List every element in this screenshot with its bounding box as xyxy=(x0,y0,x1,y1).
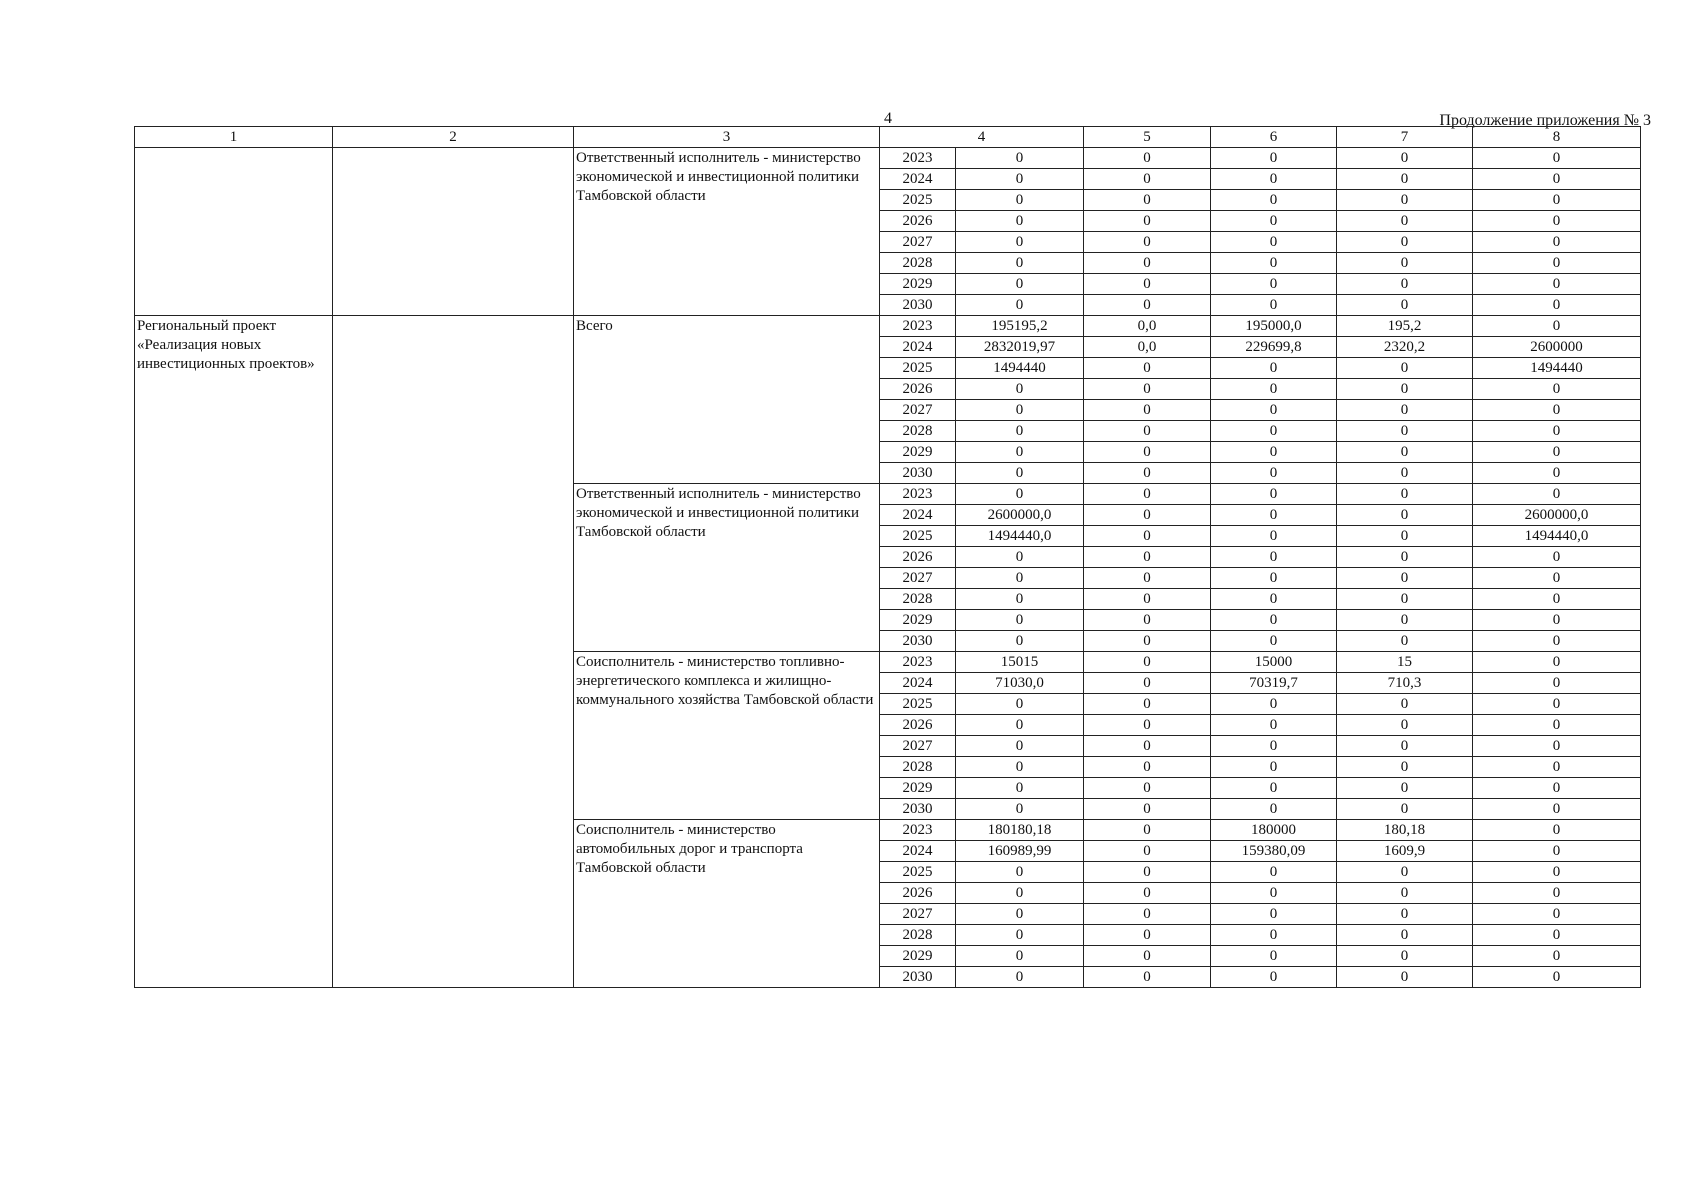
col4-cell: 195195,2 xyxy=(956,316,1084,337)
year-cell: 2027 xyxy=(880,736,956,757)
col5-cell: 0 xyxy=(1084,715,1211,736)
col5-cell: 0 xyxy=(1084,463,1211,484)
col6-cell: 0 xyxy=(1211,736,1337,757)
col7-cell: 0 xyxy=(1337,883,1473,904)
col6-cell: 0 xyxy=(1211,400,1337,421)
col4-cell: 0 xyxy=(956,757,1084,778)
year-cell: 2025 xyxy=(880,190,956,211)
year-cell: 2029 xyxy=(880,778,956,799)
year-cell: 2029 xyxy=(880,610,956,631)
col4-cell: 0 xyxy=(956,736,1084,757)
col5-cell: 0 xyxy=(1084,883,1211,904)
col7-cell: 0 xyxy=(1337,169,1473,190)
col6-cell: 0 xyxy=(1211,799,1337,820)
col5-cell: 0 xyxy=(1084,421,1211,442)
col5-cell: 0 xyxy=(1084,442,1211,463)
col7-cell: 0 xyxy=(1337,211,1473,232)
header-cell-8: 8 xyxy=(1473,127,1641,148)
col8-cell: 0 xyxy=(1473,589,1641,610)
col7-cell: 0 xyxy=(1337,190,1473,211)
col7-cell: 0 xyxy=(1337,505,1473,526)
col7-cell: 0 xyxy=(1337,568,1473,589)
year-cell: 2028 xyxy=(880,925,956,946)
col6-cell: 0 xyxy=(1211,526,1337,547)
col7-cell: 0 xyxy=(1337,610,1473,631)
year-cell: 2023 xyxy=(880,652,956,673)
col7-cell: 0 xyxy=(1337,946,1473,967)
col4-cell: 71030,0 xyxy=(956,673,1084,694)
col8-cell: 2600000 xyxy=(1473,337,1641,358)
col8-cell: 0 xyxy=(1473,190,1641,211)
col6-cell: 195000,0 xyxy=(1211,316,1337,337)
col4-cell: 0 xyxy=(956,946,1084,967)
col7-cell: 0 xyxy=(1337,589,1473,610)
col7-cell: 0 xyxy=(1337,379,1473,400)
col6-cell: 0 xyxy=(1211,967,1337,988)
year-cell: 2025 xyxy=(880,526,956,547)
table-row xyxy=(135,316,1641,337)
col6-cell: 0 xyxy=(1211,694,1337,715)
col4-cell: 0 xyxy=(956,904,1084,925)
empty-col2-cell xyxy=(333,148,574,316)
col8-cell: 0 xyxy=(1473,463,1641,484)
continuation-label: Продолжение приложения № 3 xyxy=(1439,112,1651,129)
col8-cell: 0 xyxy=(1473,484,1641,505)
col5-cell: 0 xyxy=(1084,379,1211,400)
col8-cell: 0 xyxy=(1473,253,1641,274)
col5-cell: 0 xyxy=(1084,169,1211,190)
col6-cell: 0 xyxy=(1211,148,1337,169)
col8-cell: 0 xyxy=(1473,673,1641,694)
col8-cell: 0 xyxy=(1473,610,1641,631)
col6-cell: 0 xyxy=(1211,862,1337,883)
col8-cell: 0 xyxy=(1473,862,1641,883)
col7-cell: 0 xyxy=(1337,925,1473,946)
col7-cell: 0 xyxy=(1337,757,1473,778)
col8-cell: 1494440 xyxy=(1473,358,1641,379)
col8-cell: 0 xyxy=(1473,568,1641,589)
col6-cell: 0 xyxy=(1211,547,1337,568)
col5-cell: 0 xyxy=(1084,148,1211,169)
executor-cell: Всего xyxy=(574,316,880,484)
header-cell-5: 5 xyxy=(1084,127,1211,148)
col6-cell: 0 xyxy=(1211,358,1337,379)
year-cell: 2027 xyxy=(880,904,956,925)
year-cell: 2030 xyxy=(880,295,956,316)
col4-cell: 0 xyxy=(956,421,1084,442)
year-cell: 2026 xyxy=(880,715,956,736)
col8-cell: 0 xyxy=(1473,778,1641,799)
col6-cell: 159380,09 xyxy=(1211,841,1337,862)
col5-cell: 0 xyxy=(1084,862,1211,883)
year-cell: 2025 xyxy=(880,358,956,379)
col6-cell: 0 xyxy=(1211,463,1337,484)
col8-cell: 0 xyxy=(1473,883,1641,904)
col6-cell: 0 xyxy=(1211,442,1337,463)
col7-cell: 0 xyxy=(1337,778,1473,799)
header-cell-2: 2 xyxy=(333,127,574,148)
col4-cell: 0 xyxy=(956,211,1084,232)
col5-cell: 0 xyxy=(1084,400,1211,421)
col5-cell: 0 xyxy=(1084,358,1211,379)
col4-cell: 0 xyxy=(956,484,1084,505)
executor-cell: Ответственный исполнитель - министерство экономической и инвестиционной политики Тамбовской области xyxy=(574,148,880,316)
col4-cell: 0 xyxy=(956,631,1084,652)
col5-cell: 0 xyxy=(1084,547,1211,568)
col8-cell: 0 xyxy=(1473,148,1641,169)
col7-cell: 2320,2 xyxy=(1337,337,1473,358)
col5-cell: 0 xyxy=(1084,778,1211,799)
col8-cell: 0 xyxy=(1473,631,1641,652)
col5-cell: 0 xyxy=(1084,631,1211,652)
col7-cell: 0 xyxy=(1337,631,1473,652)
col8-cell: 1494440,0 xyxy=(1473,526,1641,547)
col4-cell: 15015 xyxy=(956,652,1084,673)
col6-cell: 0 xyxy=(1211,904,1337,925)
col6-cell: 15000 xyxy=(1211,652,1337,673)
col6-cell: 0 xyxy=(1211,505,1337,526)
col8-cell: 0 xyxy=(1473,379,1641,400)
col8-cell: 0 xyxy=(1473,400,1641,421)
col7-cell: 1609,9 xyxy=(1337,841,1473,862)
col4-cell: 0 xyxy=(956,568,1084,589)
col6-cell: 70319,7 xyxy=(1211,673,1337,694)
col4-cell: 0 xyxy=(956,169,1084,190)
year-cell: 2028 xyxy=(880,589,956,610)
col4-cell: 0 xyxy=(956,925,1084,946)
col8-cell: 0 xyxy=(1473,757,1641,778)
col4-cell: 0 xyxy=(956,379,1084,400)
col5-cell: 0 xyxy=(1084,694,1211,715)
year-cell: 2026 xyxy=(880,379,956,400)
col7-cell: 0 xyxy=(1337,442,1473,463)
header-cell-3: 3 xyxy=(574,127,880,148)
col8-cell: 0 xyxy=(1473,295,1641,316)
col4-cell: 0 xyxy=(956,610,1084,631)
col5-cell: 0 xyxy=(1084,211,1211,232)
col8-cell: 0 xyxy=(1473,211,1641,232)
year-cell: 2026 xyxy=(880,211,956,232)
col6-cell: 0 xyxy=(1211,631,1337,652)
col5-cell: 0 xyxy=(1084,505,1211,526)
col4-cell: 0 xyxy=(956,883,1084,904)
col5-cell: 0 xyxy=(1084,589,1211,610)
year-cell: 2030 xyxy=(880,967,956,988)
year-cell: 2025 xyxy=(880,862,956,883)
header-row xyxy=(135,127,1641,148)
executor-cell: Ответственный исполнитель - министерство экономической и инвестиционной политики Тамбовской области xyxy=(574,484,880,652)
col8-cell: 0 xyxy=(1473,274,1641,295)
col5-cell: 0 xyxy=(1084,274,1211,295)
col5-cell: 0 xyxy=(1084,904,1211,925)
col5-cell: 0 xyxy=(1084,190,1211,211)
col5-cell: 0,0 xyxy=(1084,316,1211,337)
col6-cell: 0 xyxy=(1211,589,1337,610)
col8-cell: 0 xyxy=(1473,421,1641,442)
col7-cell: 0 xyxy=(1337,421,1473,442)
col6-cell: 0 xyxy=(1211,274,1337,295)
year-cell: 2027 xyxy=(880,400,956,421)
col7-cell: 710,3 xyxy=(1337,673,1473,694)
executor-cell: Соисполнитель - министерство топливно-энергетического комплекса и жилищно-коммунального хозяйства Тамбовской области xyxy=(574,652,880,820)
col5-cell: 0 xyxy=(1084,799,1211,820)
col5-cell: 0 xyxy=(1084,820,1211,841)
empty-col2-cell xyxy=(333,316,574,988)
col8-cell: 0 xyxy=(1473,925,1641,946)
col4-cell: 0 xyxy=(956,862,1084,883)
col6-cell: 0 xyxy=(1211,295,1337,316)
col5-cell: 0 xyxy=(1084,652,1211,673)
col7-cell: 0 xyxy=(1337,295,1473,316)
col6-cell: 0 xyxy=(1211,484,1337,505)
year-cell: 2029 xyxy=(880,274,956,295)
year-cell: 2024 xyxy=(880,337,956,358)
col8-cell: 0 xyxy=(1473,967,1641,988)
col7-cell: 0 xyxy=(1337,463,1473,484)
year-cell: 2030 xyxy=(880,463,956,484)
col7-cell: 0 xyxy=(1337,148,1473,169)
col5-cell: 0 xyxy=(1084,253,1211,274)
year-cell: 2029 xyxy=(880,946,956,967)
col6-cell: 0 xyxy=(1211,421,1337,442)
year-cell: 2029 xyxy=(880,442,956,463)
col8-cell: 0 xyxy=(1473,799,1641,820)
col6-cell: 0 xyxy=(1211,253,1337,274)
header-cell-6: 6 xyxy=(1211,127,1337,148)
header-cell-4: 4 xyxy=(880,127,1084,148)
col8-cell: 0 xyxy=(1473,442,1641,463)
col6-cell: 0 xyxy=(1211,778,1337,799)
col4-cell: 0 xyxy=(956,442,1084,463)
col7-cell: 0 xyxy=(1337,715,1473,736)
col5-cell: 0 xyxy=(1084,757,1211,778)
col6-cell: 0 xyxy=(1211,211,1337,232)
year-cell: 2025 xyxy=(880,694,956,715)
col5-cell: 0 xyxy=(1084,484,1211,505)
col6-cell: 0 xyxy=(1211,169,1337,190)
col4-cell: 2832019,97 xyxy=(956,337,1084,358)
col6-cell: 0 xyxy=(1211,925,1337,946)
year-cell: 2023 xyxy=(880,484,956,505)
col8-cell: 0 xyxy=(1473,652,1641,673)
col6-cell: 0 xyxy=(1211,610,1337,631)
budget-table xyxy=(134,126,1641,988)
col7-cell: 180,18 xyxy=(1337,820,1473,841)
year-cell: 2024 xyxy=(880,169,956,190)
col4-cell: 0 xyxy=(956,967,1084,988)
col5-cell: 0 xyxy=(1084,526,1211,547)
col5-cell: 0 xyxy=(1084,841,1211,862)
col4-cell: 0 xyxy=(956,253,1084,274)
col7-cell: 195,2 xyxy=(1337,316,1473,337)
col7-cell: 0 xyxy=(1337,400,1473,421)
col5-cell: 0 xyxy=(1084,736,1211,757)
col7-cell: 0 xyxy=(1337,547,1473,568)
col4-cell: 0 xyxy=(956,778,1084,799)
col8-cell: 0 xyxy=(1473,232,1641,253)
project-title-cell: Региональный проект «Реализация новых инвестиционных проектов» xyxy=(135,316,333,988)
col4-cell: 0 xyxy=(956,295,1084,316)
header-cell-7: 7 xyxy=(1337,127,1473,148)
col7-cell: 0 xyxy=(1337,526,1473,547)
col7-cell: 0 xyxy=(1337,904,1473,925)
col7-cell: 0 xyxy=(1337,862,1473,883)
col6-cell: 0 xyxy=(1211,379,1337,400)
col4-cell: 180180,18 xyxy=(956,820,1084,841)
col8-cell: 0 xyxy=(1473,904,1641,925)
year-cell: 2027 xyxy=(880,568,956,589)
year-cell: 2026 xyxy=(880,547,956,568)
page-number: 4 xyxy=(884,110,892,127)
col7-cell: 0 xyxy=(1337,736,1473,757)
col5-cell: 0 xyxy=(1084,232,1211,253)
col8-cell: 0 xyxy=(1473,547,1641,568)
col5-cell: 0 xyxy=(1084,673,1211,694)
col6-cell: 180000 xyxy=(1211,820,1337,841)
col6-cell: 0 xyxy=(1211,568,1337,589)
col7-cell: 0 xyxy=(1337,358,1473,379)
col5-cell: 0 xyxy=(1084,925,1211,946)
col8-cell: 0 xyxy=(1473,820,1641,841)
header-cell-1: 1 xyxy=(135,127,333,148)
col8-cell: 0 xyxy=(1473,841,1641,862)
col7-cell: 0 xyxy=(1337,967,1473,988)
col5-cell: 0 xyxy=(1084,568,1211,589)
year-cell: 2026 xyxy=(880,883,956,904)
col5-cell: 0 xyxy=(1084,295,1211,316)
col7-cell: 15 xyxy=(1337,652,1473,673)
col7-cell: 0 xyxy=(1337,274,1473,295)
col4-cell: 0 xyxy=(956,715,1084,736)
col4-cell: 1494440,0 xyxy=(956,526,1084,547)
col6-cell: 0 xyxy=(1211,232,1337,253)
col7-cell: 0 xyxy=(1337,694,1473,715)
empty-col1-cell xyxy=(135,148,333,316)
col4-cell: 0 xyxy=(956,232,1084,253)
col4-cell: 0 xyxy=(956,463,1084,484)
col4-cell: 0 xyxy=(956,190,1084,211)
col6-cell: 0 xyxy=(1211,946,1337,967)
col5-cell: 0,0 xyxy=(1084,337,1211,358)
year-cell: 2028 xyxy=(880,253,956,274)
col6-cell: 0 xyxy=(1211,190,1337,211)
col8-cell: 0 xyxy=(1473,736,1641,757)
col7-cell: 0 xyxy=(1337,484,1473,505)
year-cell: 2024 xyxy=(880,841,956,862)
year-cell: 2023 xyxy=(880,820,956,841)
col4-cell: 0 xyxy=(956,799,1084,820)
col6-cell: 229699,8 xyxy=(1211,337,1337,358)
col4-cell: 0 xyxy=(956,400,1084,421)
year-cell: 2027 xyxy=(880,232,956,253)
col8-cell: 0 xyxy=(1473,694,1641,715)
col8-cell: 0 xyxy=(1473,316,1641,337)
year-cell: 2030 xyxy=(880,799,956,820)
col4-cell: 0 xyxy=(956,274,1084,295)
year-cell: 2024 xyxy=(880,673,956,694)
year-cell: 2028 xyxy=(880,757,956,778)
col6-cell: 0 xyxy=(1211,883,1337,904)
year-cell: 2024 xyxy=(880,505,956,526)
col5-cell: 0 xyxy=(1084,967,1211,988)
year-cell: 2023 xyxy=(880,148,956,169)
col4-cell: 0 xyxy=(956,589,1084,610)
col5-cell: 0 xyxy=(1084,610,1211,631)
col4-cell: 0 xyxy=(956,694,1084,715)
col4-cell: 0 xyxy=(956,148,1084,169)
table-body xyxy=(135,127,1641,988)
col8-cell: 0 xyxy=(1473,715,1641,736)
col6-cell: 0 xyxy=(1211,715,1337,736)
executor-cell: Соисполнитель - министерство автомобильных дорог и транспорта Тамбовской области xyxy=(574,820,880,988)
col8-cell: 0 xyxy=(1473,946,1641,967)
col8-cell: 2600000,0 xyxy=(1473,505,1641,526)
col7-cell: 0 xyxy=(1337,799,1473,820)
col8-cell: 0 xyxy=(1473,169,1641,190)
col4-cell: 160989,99 xyxy=(956,841,1084,862)
col6-cell: 0 xyxy=(1211,757,1337,778)
col7-cell: 0 xyxy=(1337,253,1473,274)
year-cell: 2028 xyxy=(880,421,956,442)
table-row xyxy=(135,148,1641,169)
year-cell: 2023 xyxy=(880,316,956,337)
year-cell: 2030 xyxy=(880,631,956,652)
col4-cell: 0 xyxy=(956,547,1084,568)
col5-cell: 0 xyxy=(1084,946,1211,967)
col4-cell: 1494440 xyxy=(956,358,1084,379)
col4-cell: 2600000,0 xyxy=(956,505,1084,526)
col7-cell: 0 xyxy=(1337,232,1473,253)
